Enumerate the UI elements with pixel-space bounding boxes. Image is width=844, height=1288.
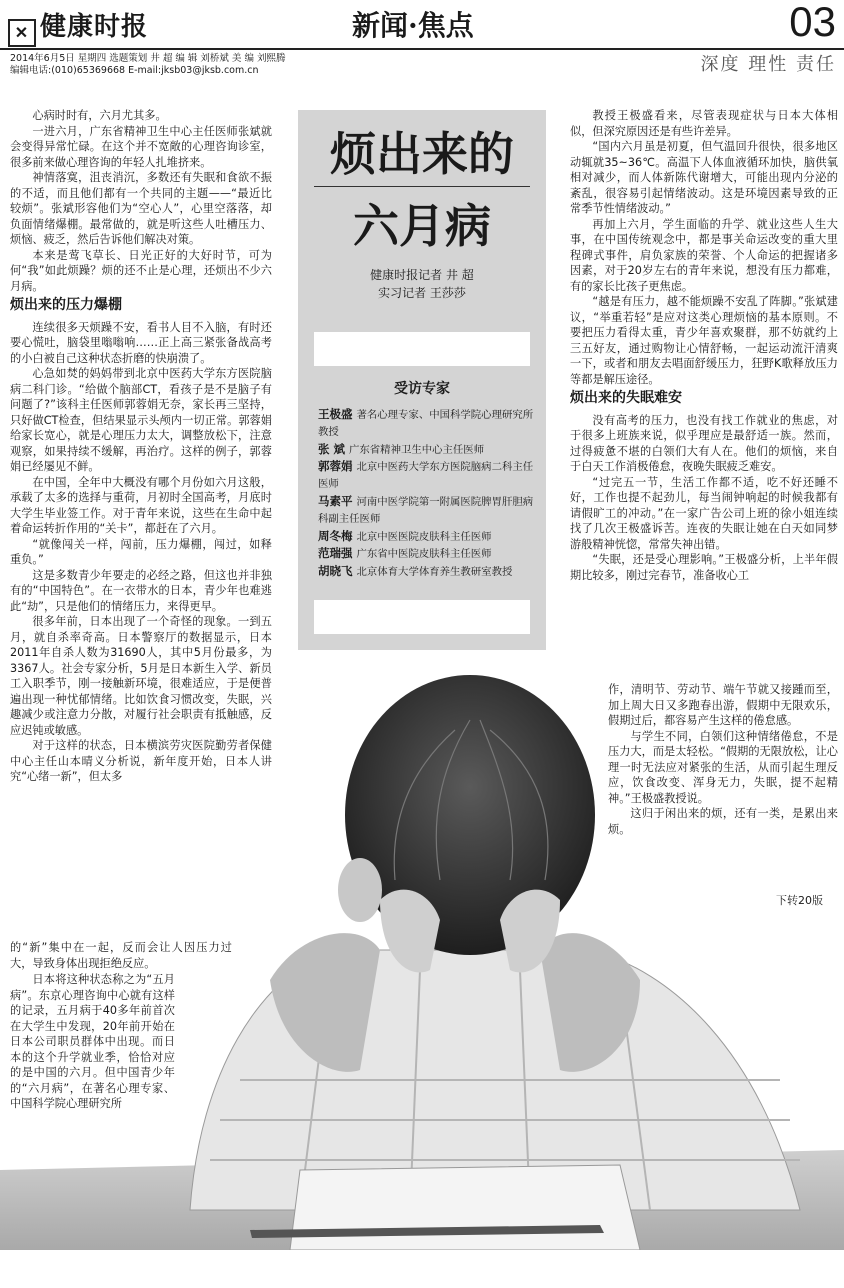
newspaper-logo: ✕ 健康时报 bbox=[8, 6, 148, 47]
right-wrap-text bbox=[608, 682, 838, 837]
expert-item: 张 斌 广东省精神卫生中心主任医师 bbox=[318, 441, 485, 456]
panel-white-block bbox=[314, 332, 530, 366]
headline-divider bbox=[314, 186, 530, 187]
paragraph: 这归于闲出来的烦，还有一类，是累出来烦。 bbox=[608, 807, 838, 836]
section-title: 新闻·焦点 bbox=[352, 9, 474, 42]
subheading: 烦出来的压力爆棚 bbox=[10, 297, 122, 313]
expert-item: 马素平 河南中医学院第一附属医院脾胃肝胆病科副主任医师 bbox=[318, 493, 534, 525]
paragraph: “国内六月虽是初夏，但气温回升很快，很多地区动辄就35~36℃。高温下人体血液循环加快，脑供氧相对减少，而人体新陈代谢增大，可能出现内分泌的紊乱，很容易引起情绪波动。这是环境因素导致的正常季节性情绪波动。” bbox=[570, 140, 838, 215]
page-number: 03 bbox=[789, 0, 836, 45]
paragraph: 一进六月，广东省精神卫生中心主任医师张斌就会变得异常忙碌。在这个并不宽敞的心理咨询诊室，很多前来做心理咨询的年轻人扎堆挤来。 bbox=[10, 124, 272, 169]
expert-item: 胡晓飞 北京体育大学体育养生教研室教授 bbox=[318, 564, 513, 579]
paragraph: “过完五一节，生活工作都不适，吃不好还睡不好，工作也提不起劲儿，每当闹钟响起的时候我都有请假旷工的冲动。”在一家广告公司上班的徐小姐连续找了几次王极盛诉苦。连夜的失眠让她在白天如同梦游般精神恍惚，常常失神出错。 bbox=[570, 475, 838, 551]
slogan: 深度 理性 责任 bbox=[700, 54, 836, 75]
paragraph: 心急如焚的妈妈带到北京中医药大学东方医院脑病二科门诊。“给做个脑部CT，看孩子是不是脑子有问题了?”该科主任医师郭蓉娟无奈，家长再三坚持，只好做CT检查，但结果显示头颅内一切正常。郭蓉娟给家长宽心，就是心理压力太大，调整放松下，注意观察，如果持续不缓解，再治疗。这样的例子，郭蓉娟已经屡见不鲜。 bbox=[10, 367, 272, 473]
masthead bbox=[0, 0, 844, 50]
headline-panel bbox=[298, 110, 546, 650]
paragraph: 日本将这种状态称之为“五月病”。东京心理咨询中心就有这样的记录，五月病于40多年前首次在大学生中发现，20年前开始在日本公司职员群体中出现。而日本的这个升学就业季，恰恰对应的是中国的六月。但中国青少年的“六月病”，在著名心理专家、中国科学院心理研究所 bbox=[10, 973, 175, 1110]
paragraph: “就像闯关一样，闯前，压力爆棚，闯过，如释重负。” bbox=[10, 537, 272, 566]
info-bar bbox=[0, 50, 844, 74]
paragraph: 与学生不同，白领们这种情绪倦怠，不是压力大，而是太轻松。“假期的无限放松，让心理一时无法应对紧张的生活，从而引起生理反应，饮食改变、浑身无力，失眠，提不起精神。”王极盛教授说。 bbox=[608, 729, 838, 805]
paragraph: 的“新”集中在一起，反而会让人因压力过大，导致身体出现拒绝反应。 bbox=[10, 941, 232, 970]
byline-reporter: 健康时报记者 井 超 bbox=[370, 268, 474, 282]
byline-intern: 实习记者 王莎莎 bbox=[378, 286, 466, 300]
paragraph: 本来是莺飞草长、日光正好的大好时节，可为何“我”如此烦躁？烦的还不止是心理，还烦出不少六月病。 bbox=[10, 248, 272, 293]
paragraph: 很多年前，日本出现了一个奇怪的现象。一到五月，就自杀率奇高。日本警察厅的数据显示，日本2011年自杀人数为31690人，其中5月份最多，为3367人。社会专家分析，5月是日本新生入学、新员工入职季节，刚一接触新环境，很难适应，于是便普遍出现一种忧郁情绪。比如饮食习惯改变，失眠，兴趣减少或注意力分散，对履行社会职责有抵触感，反应迟钝或敏感。 bbox=[10, 615, 272, 737]
left-wrap-text bbox=[10, 940, 232, 971]
logo-mark-icon: ✕ bbox=[8, 19, 36, 47]
paragraph: 在中国，全年中大概没有哪个月份如六月这般，承载了太多的选择与重荷，月初时全国高考，月底时大学生毕业签工作。对于青年来说，这些在生命中起着命运转折作用的“关卡”，都赶在了六月。 bbox=[10, 475, 272, 535]
experts-title: 受访专家 bbox=[394, 381, 450, 397]
paragraph: 连续很多天烦躁不安，看书人目不入脑，有时还要心慌吐，脑袋里嗡嗡响……正上高三紧张备战高考的小白被自己这种状态折磨的快崩溃了。 bbox=[10, 320, 272, 365]
paragraph: 教授王极盛看来，尽管表现症状与日本大体相似，但深究原因还是有些许差异。 bbox=[570, 109, 838, 138]
expert-item: 王极盛 著名心理专家、中国科学院心理研究所教授 bbox=[318, 407, 534, 438]
paragraph: 心病时时有，六月尤其多。 bbox=[32, 109, 167, 122]
headline-line2: 六月病 bbox=[353, 199, 491, 253]
contact-info: 编辑电话:(010)65369668 E-mail:jksb03@jksb.com.cn bbox=[10, 65, 259, 76]
paragraph: 再加上六月，学生面临的升学、就业这些人生大事，在中国传统观念中，都是事关命运改变的重大里程碑式事件，肩负家族的荣誉、个人命运的把握诸多因素，对于20岁左右的青年来说，想没有压力都难，有的家长比孩子更焦虑。 bbox=[570, 217, 838, 293]
paragraph: 没有高考的压力，也没有找工作就业的焦虑，对于很多上班族来说，似乎理应是最舒适一族。然而，过得疲惫不堪的白领们大有人在。他们的烦恼，来自于白天工作消极倦怠，夜晚失眠疲乏难安。 bbox=[570, 413, 838, 473]
paragraph: 这是多数青少年要走的必经之路，但这也并非独有的“中国特色”。在一衣带水的日本，青少年也难逃此“劫”，只是他们的情绪压力，来得更早。 bbox=[10, 568, 272, 613]
expert-item: 郭蓉娟 北京中医药大学东方医院脑病二科主任医师 bbox=[318, 459, 534, 491]
issue-info: 2014年6月5日 星期四 选题策划 井 超 编 辑 刘桥斌 美 编 刘熙腾 bbox=[10, 53, 286, 64]
paragraph: 作，清明节、劳动节、端午节就又接踵而至，加上周大日又多跑春出游，假期中无限欢乐，假期过后，都容易产生这样的倦怠感。 bbox=[608, 683, 838, 727]
paragraph: 神情落寞，沮丧消沉，多数还有失眠和食欲不振的不适，而且他们都有一个共同的主题——“最近比较烦”。张斌形容他们为“空心人”，心里空落落，却负面情绪爆棚。最常做的，就是听这些人吐槽压力、烦恼、疲乏，然后告诉他们解决对策。 bbox=[10, 171, 272, 246]
expert-item: 范瑞强 广东省中医院皮肤科主任医师 bbox=[318, 546, 492, 561]
experts-list bbox=[318, 406, 534, 581]
subheading: 烦出来的失眠难安 bbox=[570, 390, 682, 406]
paragraph: “越是有压力，越不能烦躁不安乱了阵脚。”张斌建议，“举重若轻”是应对这类心理烦恼的基本原则。不要把压力看得太重，青少年喜欢聚群，那不妨就约上三五好友，通过购物让心情舒畅，一起运动流汗清爽一下，或者和朋友去唱面舒缓压力，狂野K歌释放压力等都是解压途径。 bbox=[570, 295, 838, 386]
paragraph: 对于这样的状态，日本横滨劳灾医院勤劳者保健中心主任山本晴义分析说，新年度开始，日本人讲究“心绪一新”，但太多 bbox=[10, 739, 272, 783]
continued-note: 下转20版 bbox=[776, 894, 823, 907]
paragraph: “失眠，还是受心理影响。”王极盛分析，上半年假期比较多，刚过完春节，准备收心工 bbox=[570, 553, 838, 582]
panel-white-block bbox=[314, 600, 530, 634]
headline-line1: 烦出来的 bbox=[330, 127, 514, 181]
article-column-right bbox=[570, 108, 838, 583]
left-wrap-text bbox=[10, 972, 175, 1112]
expert-item: 周冬梅 北京中医医院皮肤科主任医师 bbox=[318, 528, 492, 543]
